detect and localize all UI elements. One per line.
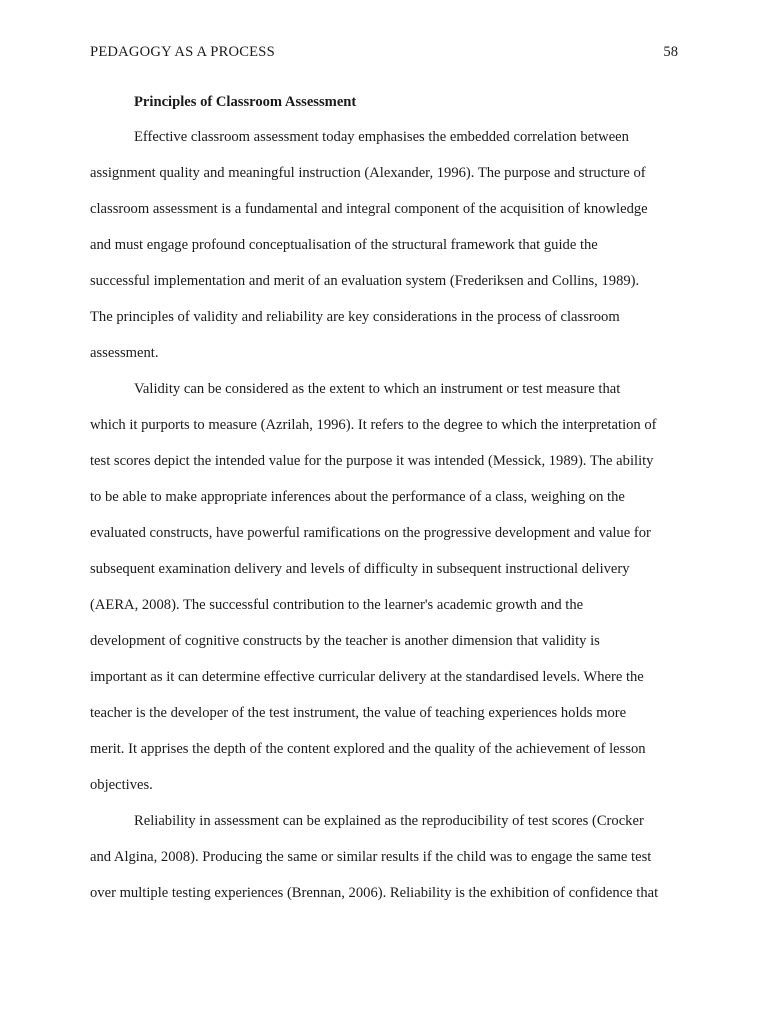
text-line: assessment.	[90, 345, 159, 361]
text-line: test scores depict the intended value for the purpose it was intended (Messick, 1989). The ability	[90, 453, 654, 469]
text-line: and must engage profound conceptualisation of the structural framework that guide the	[90, 237, 598, 253]
text-line: over multiple testing experiences (Brennan, 2006). Reliability is the exhibition of confidence that	[90, 885, 659, 901]
text-line: objectives.	[90, 777, 153, 793]
page-number: 58	[663, 44, 678, 60]
body-text	[90, 124, 680, 916]
text-line: successful implementation and merit of an evaluation system (Frederiksen and Collins, 1989).	[90, 273, 640, 289]
text-line: assignment quality and meaningful instruction (Alexander, 1996). The purpose and structure of	[90, 165, 646, 181]
text-line: classroom assessment is a fundamental and integral component of the acquisition of knowledge	[90, 201, 648, 217]
text-line: which it purports to measure (Azrilah, 1996). It refers to the degree to which the interpretation of	[90, 417, 657, 433]
text-line: Validity can be considered as the extent to which an instrument or test measure that	[134, 381, 621, 397]
page-header	[90, 44, 678, 64]
text-line: development of cognitive constructs by the teacher is another dimension that validity is	[90, 633, 600, 649]
text-line: (AERA, 2008). The successful contribution to the learner's academic growth and the	[90, 597, 584, 613]
text-line: and Algina, 2008). Producing the same or similar results if the child was to engage the same test	[90, 849, 652, 865]
text-line: evaluated constructs, have powerful ramifications on the progressive development and value for	[90, 525, 651, 541]
text-line: teacher is the developer of the test instrument, the value of teaching experiences holds more	[90, 705, 627, 721]
text-line: Reliability in assessment can be explained as the reproducibility of test scores (Crocker	[134, 813, 644, 829]
running-head: PEDAGOGY AS A PROCESS	[90, 44, 275, 60]
text-line: The principles of validity and reliability are key considerations in the process of classroom	[90, 309, 620, 325]
text-line: subsequent examination delivery and levels of difficulty in subsequent instructional delivery	[90, 561, 630, 577]
text-line: merit. It apprises the depth of the content explored and the quality of the achievement of lesson	[90, 741, 646, 757]
text-line: important as it can determine effective curricular delivery at the standardised levels. Where the	[90, 669, 644, 685]
text-line: Effective classroom assessment today emphasises the embedded correlation between	[134, 129, 629, 145]
section-heading: Principles of Classroom Assessment	[134, 94, 357, 110]
text-line: to be able to make appropriate inferences about the performance of a class, weighing on the	[90, 489, 625, 505]
